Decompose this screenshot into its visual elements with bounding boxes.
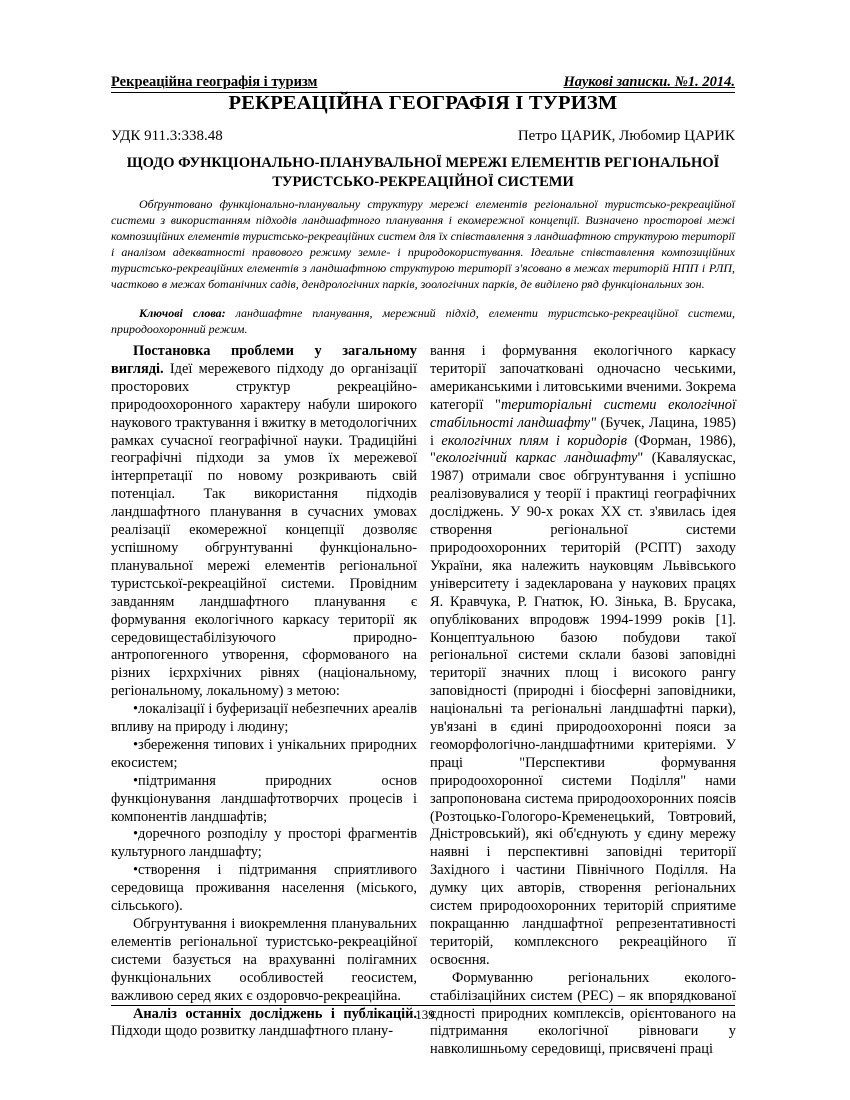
- text-run: " (Каваляускас, 1987) отримали своє обгрунтування і успішно реалізовувалися у теорії і практиці географічних досліджень. У 90-х роках XX ст. з'явилась ідея створення регіональної системи природоохоронних територій (РСПТ) заходу України, яка належить науковцям Львівського університету і задекларована у наукових працях Я. Кравчука, Р. Гнатюк, Ю. Зінька, В. Брусака, опублікованих впродовж 1994-1999 років [1]. Концептуальною базою побудови такої регіональної системи склали базові заповідні території значних площ і високого рангу заповідності (природні і біосферні заповідники, національні та регіональні ландшафтні парки), ув'язані в єдині природоохоронні пояси за геоморфологічно-ландшафтними критеріями. У праці "Перспективи формування природоохоронної системи Поділля" нами запропонована система природоохоронних поясів (Розтоцько-Гологоро-Кременецький, Товтровий, Дністровський), які об'єднують у єдину мережу наявні і перспективні заповідні території Західного і частини Північного Поділля. На думку цих авторів, створення регіональних систем природоохоронних територій сприятиме покращанню ландшафтної репрезентативності територій, комплексного рекреаційного її освоєння.: [430, 450, 736, 968]
- keywords: [111, 305, 735, 337]
- abstract: Обґрунтовано функціонально-планувальну структуру мережі елементів регіональної туристсько-рекреаційної системи з використанням підходів ландшафтного планування і екомережної концепції. Визначено просторові межі композиційних елементів туристсько-рекреаційних систем для їх співставлення з ландшафтною структурою території і аналізом адекватності правового режиму земле- і природокористування. Ідеальне співставлення композиційних туристсько-рекреаційних елементів з ландшафтною структурою території з'ясовано в межах територій НПП і РЛП, частково в межах ботанічних садів, дендрологічних парків, зоологічних парків, де виділено ряд функціональних зон.: [111, 197, 735, 291]
- italic-term: екологічних плям і коридорів: [441, 432, 627, 449]
- right-column: [430, 343, 736, 1059]
- journal-issue-label: Наукові записки. №1. 2014.: [563, 74, 735, 90]
- list-item: •підтримання природних основ функціонування ландшафтотворчих процесів і компонентів ландшафтів;: [111, 772, 417, 825]
- keywords-text: ландшафтне планування, мережний підхід, елементи туристсько-рекреаційної системи, природоохоронний режим.: [111, 306, 735, 336]
- keywords-label: Ключові слова:: [139, 306, 226, 320]
- udc-code: УДК 911.3:338.48: [111, 128, 223, 144]
- heading-problem: Постановка проблеми у загальному вигляді.: [111, 343, 417, 377]
- left-column: [111, 343, 417, 1041]
- list-item: •локалізації і буферизації небезпечних ареалів впливу на природу і людину;: [111, 701, 417, 736]
- paragraph-res: Формуванню регіональних еколого-стабілізаційних систем (РЕС) – як впорядкованої єдності природних комплексів, орієнтованого на підтримання екологічної рівноваги у навколишньому середовищі, присвячені праці: [430, 969, 736, 1058]
- list-item: •доречного розподілу у просторі фрагментів культурного ландшафту;: [111, 826, 417, 861]
- heading-analysis: Аналіз останніх досліджень і публікацій.: [133, 1005, 417, 1022]
- paragraph-justification: Обгрунтування і виокремлення планувальних елементів регіональної туристсько-рекреаційної системи базується на врахуванні полігамних функціональних особливостей геосистем, важливою серед яких є оздоровчо-рекреаційна.: [111, 916, 417, 1004]
- running-header: [111, 74, 735, 93]
- list-item: •збереження типових і унікальних природних екосистем;: [111, 736, 417, 771]
- text-problem: Ідеї мережевого підходу до організації просторових структур рекреаційно-природоохоронного характеру набули широкого наукового трактування і вжитку в методологічних рамках сучасної географічної науки. Традиційні географічні підходи за умов їх мережевої інтерпретації по новому розкривають свій потенціал. Так використання підходів ландшафтного планування в сучасних умовах реалізації екомережної концепції дозволяє успішному обгрунтуванні функціонально-планувальної мережі елементів регіональної туристської-рекреаційної системи. Провідним завданням ландшафтного планування є формування екологічного каркасу території як середовищестабілізуючого природно-антропогенного утворення, сформованого на різних ієрхрхічних рівнях (національному, регіональному, локальному) з метою:: [111, 360, 417, 700]
- text-run: (Бучек, Лацина, 1985) і: [430, 414, 736, 449]
- paragraph-continuation: [430, 343, 736, 970]
- list-item: •створення і підтримання сприятливого середовища проживання населення (міського, сільського).: [111, 862, 417, 915]
- article-title: ЩОДО ФУНКЦІОНАЛЬНО-ПЛАНУВАЛЬНОЇ МЕРЕЖІ ЕЛЕМЕНТІВ РЕГІОНАЛЬНОЇ ТУРИСТСЬКО-РЕКРЕАЦІЙНОЇ СИСТЕМИ: [126, 155, 720, 190]
- footer-rule: [111, 1005, 735, 1006]
- page-number: 139: [415, 1007, 435, 1022]
- text-run: вання і формування екологічного каркасу території започатковані одночасно чеськими, американськими і литовськими вченими. Зокрема категорії ": [430, 343, 736, 413]
- text-run: (Форман, 1986), ": [430, 432, 736, 467]
- journal-section-label: Рекреаційна географія і туризм: [111, 74, 318, 90]
- section-title: РЕКРЕАЦІЙНА ГЕОГРАФІЯ І ТУРИЗМ: [228, 92, 618, 114]
- text-analysis: Підходи щодо розвитку ландшафтного плану-: [111, 1023, 394, 1040]
- authors: Петро ЦАРИК, Любомир ЦАРИК: [517, 128, 735, 144]
- italic-term: територіальні системи екологічної стабільності ландшафту": [430, 396, 736, 431]
- paragraph-problem: [111, 343, 417, 701]
- italic-term: екологічний каркас ландшафту: [435, 450, 638, 467]
